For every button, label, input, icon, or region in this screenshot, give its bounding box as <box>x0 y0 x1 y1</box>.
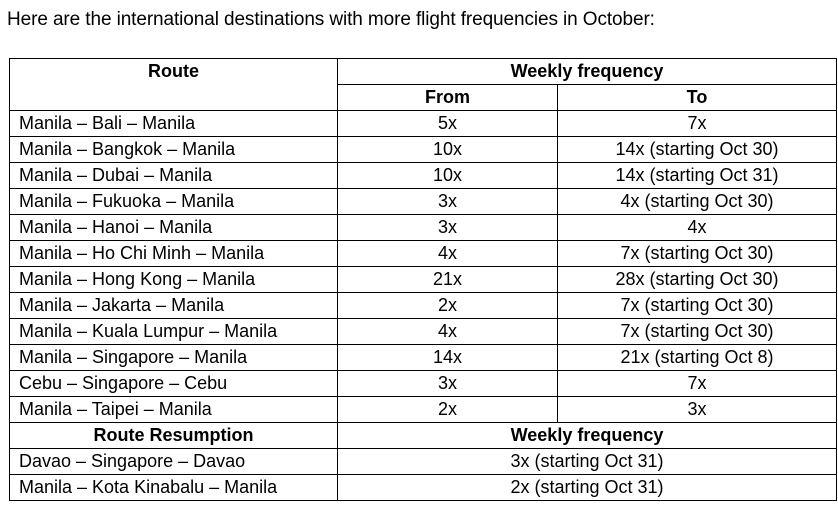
resumption-header-row <box>10 423 837 449</box>
resumption-route-cell: Davao – Singapore – Davao <box>10 449 338 475</box>
to-cell: 7x (starting Oct 30) <box>558 241 837 267</box>
route-cell: Manila – Singapore – Manila <box>10 345 338 371</box>
header-row <box>10 59 837 85</box>
resumption-row <box>10 449 837 475</box>
from-cell: 21x <box>338 267 558 293</box>
route-cell: Manila – Taipei – Manila <box>10 397 338 423</box>
table-row <box>10 189 837 215</box>
to-cell: 3x <box>558 397 837 423</box>
table-row <box>10 215 837 241</box>
route-cell: Manila – Fukuoka – Manila <box>10 189 338 215</box>
route-cell: Manila – Dubai – Manila <box>10 163 338 189</box>
to-cell: 7x (starting Oct 30) <box>558 319 837 345</box>
to-cell: 14x (starting Oct 31) <box>558 163 837 189</box>
to-cell: 14x (starting Oct 30) <box>558 137 837 163</box>
table-row <box>10 111 837 137</box>
table-body <box>10 59 837 501</box>
table-row <box>10 319 837 345</box>
from-cell: 3x <box>338 189 558 215</box>
table-row <box>10 267 837 293</box>
route-cell: Manila – Jakarta – Manila <box>10 293 338 319</box>
resumption-row <box>10 475 837 501</box>
to-cell: 28x (starting Oct 30) <box>558 267 837 293</box>
from-cell: 2x <box>338 293 558 319</box>
from-cell: 4x <box>338 319 558 345</box>
from-cell: 10x <box>338 137 558 163</box>
table-row <box>10 345 837 371</box>
to-cell: 4x (starting Oct 30) <box>558 189 837 215</box>
table-row <box>10 163 837 189</box>
flight-frequency-table <box>9 58 837 501</box>
from-cell: 4x <box>338 241 558 267</box>
from-cell: 2x <box>338 397 558 423</box>
to-cell: 7x (starting Oct 30) <box>558 293 837 319</box>
route-cell: Manila – Ho Chi Minh – Manila <box>10 241 338 267</box>
route-cell: Manila – Bangkok – Manila <box>10 137 338 163</box>
table-row <box>10 397 837 423</box>
to-cell: 7x <box>558 371 837 397</box>
resumption-frequency-cell: 2x (starting Oct 31) <box>338 475 837 501</box>
resumption-route-cell: Manila – Kota Kinabalu – Manila <box>10 475 338 501</box>
table-row <box>10 371 837 397</box>
to-cell: 21x (starting Oct 8) <box>558 345 837 371</box>
route-cell: Cebu – Singapore – Cebu <box>10 371 338 397</box>
from-cell: 3x <box>338 215 558 241</box>
header-weekly-frequency: Weekly frequency <box>338 59 837 85</box>
from-cell: 3x <box>338 371 558 397</box>
route-cell: Manila – Hong Kong – Manila <box>10 267 338 293</box>
from-cell: 5x <box>338 111 558 137</box>
table-row <box>10 241 837 267</box>
route-cell: Manila – Bali – Manila <box>10 111 338 137</box>
header-route-resumption: Route Resumption <box>10 423 338 449</box>
route-cell: Manila – Hanoi – Manila <box>10 215 338 241</box>
to-cell: 4x <box>558 215 837 241</box>
intro-text: Here are the international destinations with more flight frequencies in October: <box>7 9 655 30</box>
table-row <box>10 137 837 163</box>
to-cell: 7x <box>558 111 837 137</box>
resumption-frequency-cell: 3x (starting Oct 31) <box>338 449 837 475</box>
from-cell: 10x <box>338 163 558 189</box>
header-to: To <box>558 85 837 111</box>
table-row <box>10 293 837 319</box>
header-from: From <box>338 85 558 111</box>
from-cell: 14x <box>338 345 558 371</box>
route-cell: Manila – Kuala Lumpur – Manila <box>10 319 338 345</box>
header-route: Route <box>10 59 338 111</box>
header-resumption-weekly-frequency: Weekly frequency <box>338 423 837 449</box>
